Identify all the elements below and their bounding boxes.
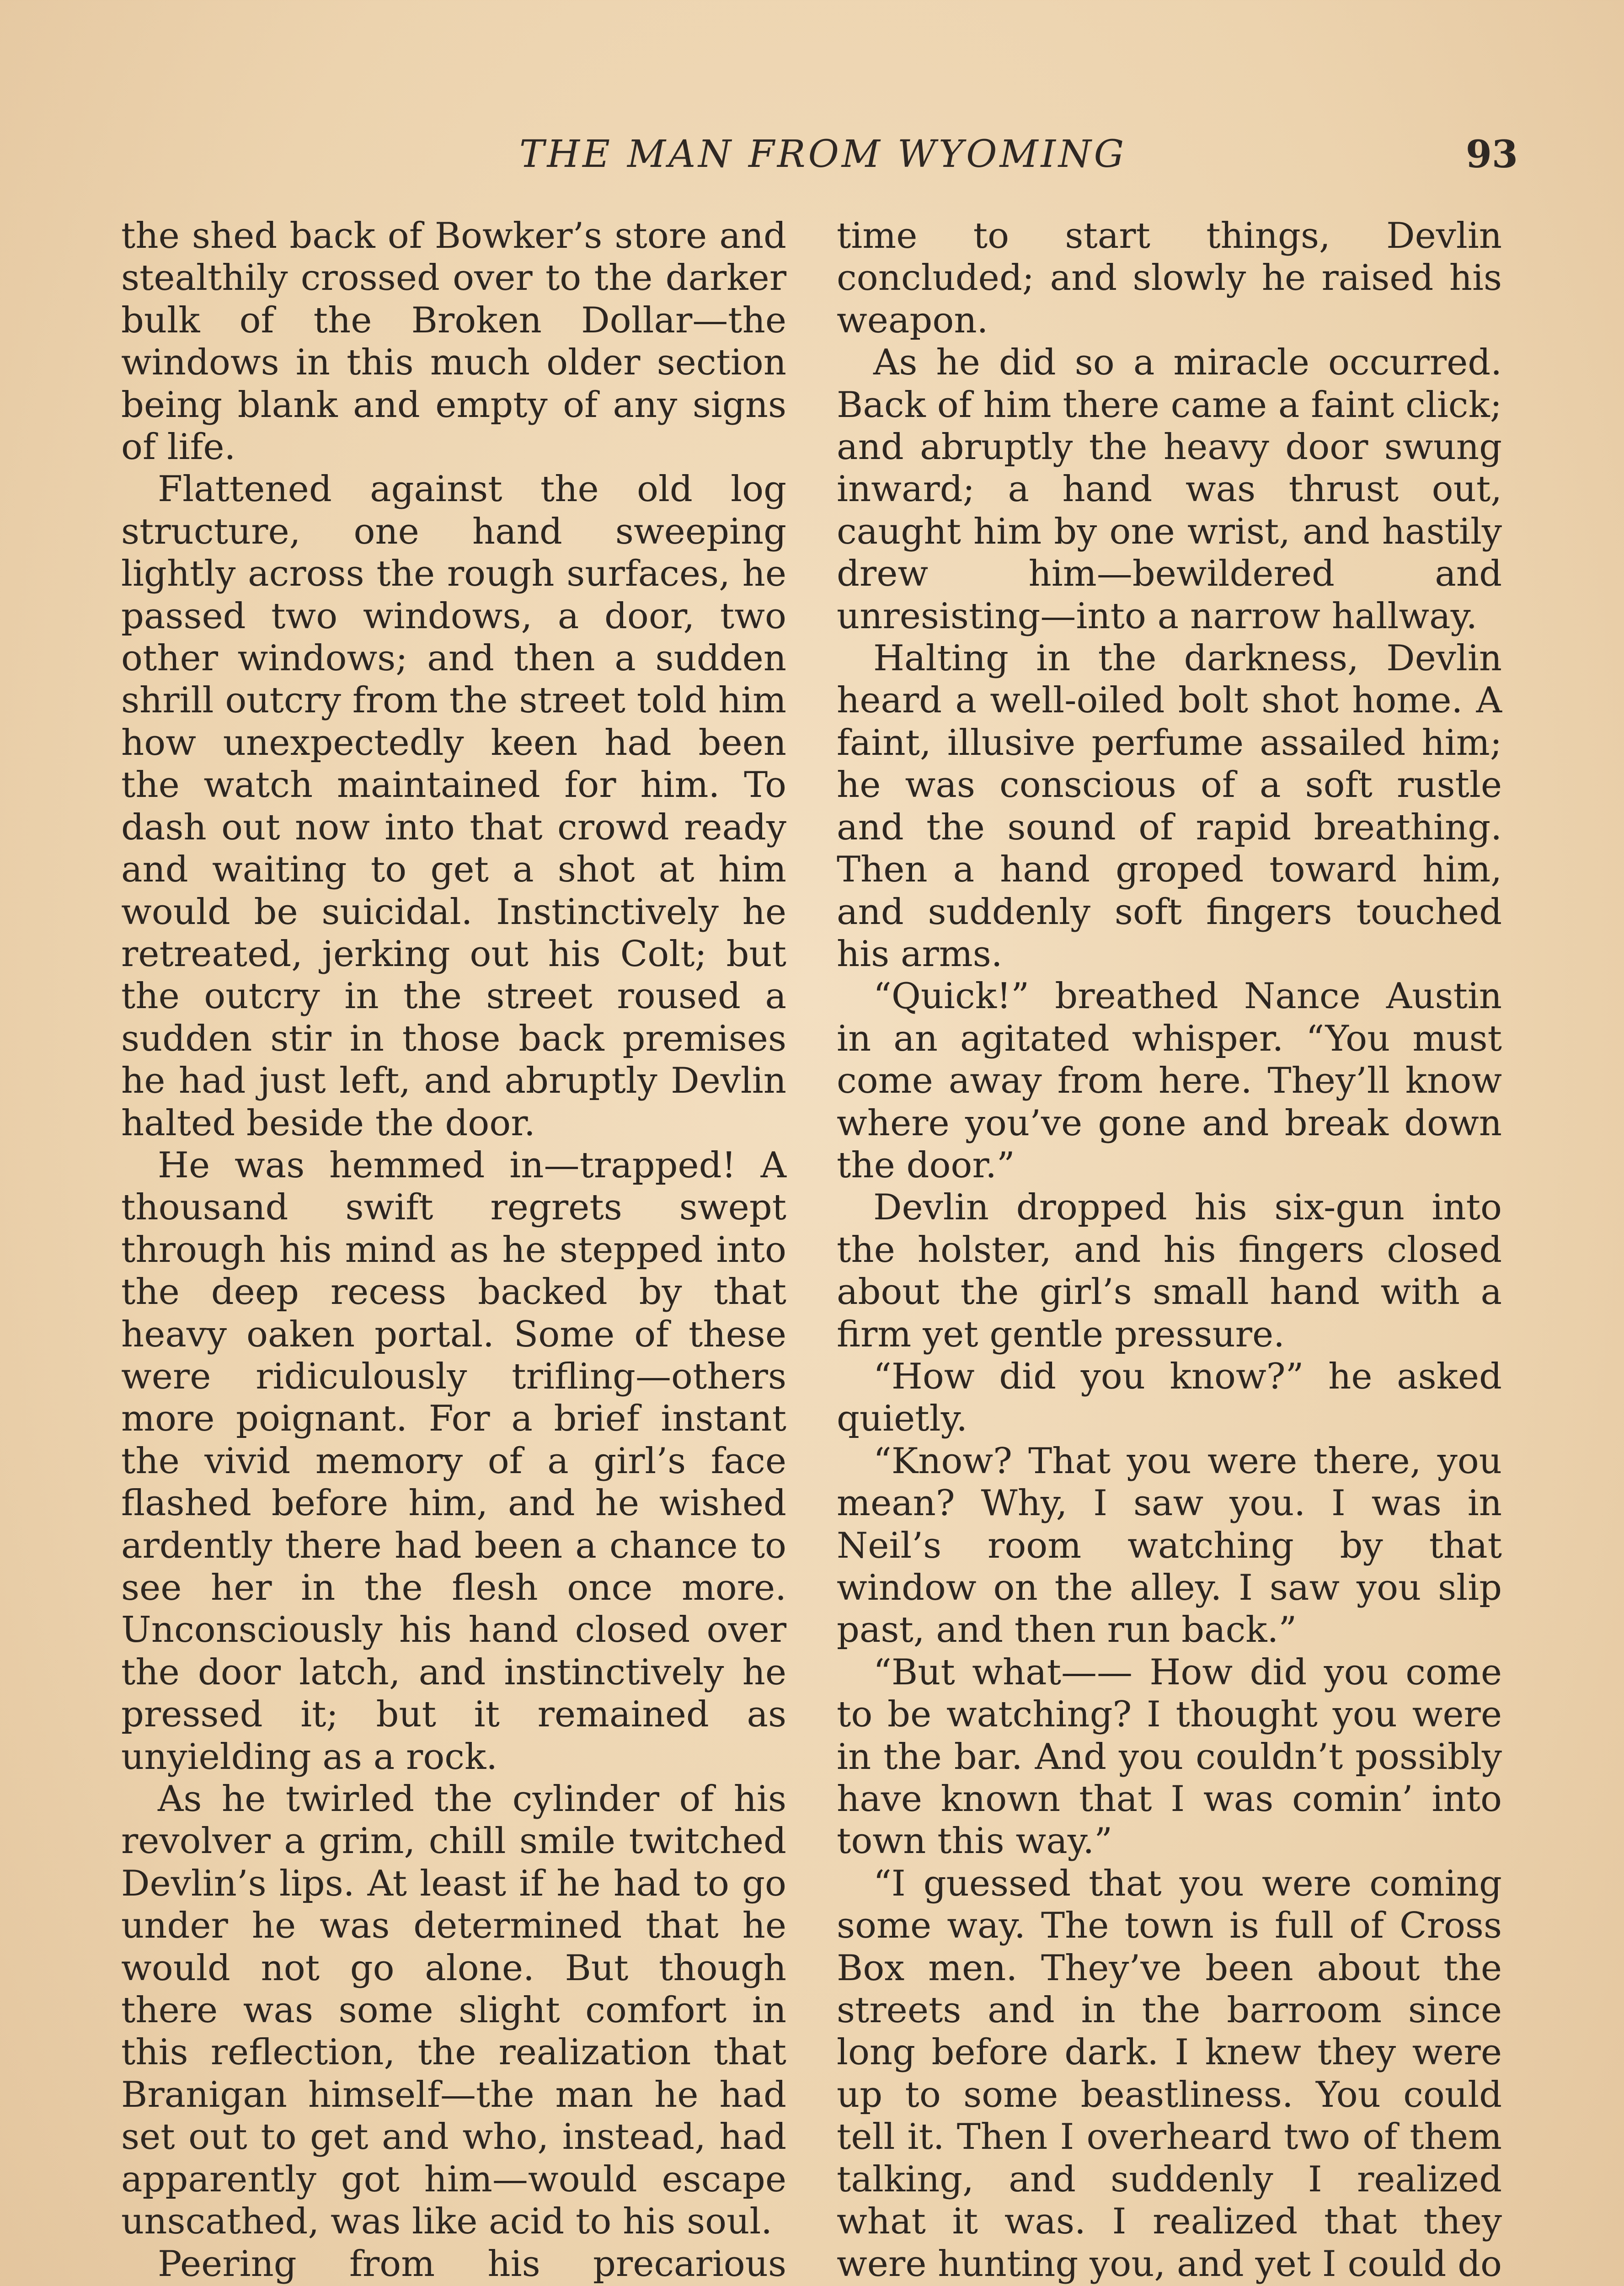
paragraph: He was hemmed in—trapped! A thousand swift regrets swept through his mind as he stepped into the deep recess backed by that heavy oaken portal. Some of these were ridiculously trifling—others more poignant. For a brief instant the vivid memory of a girl’s face flashed before him, and he wished ardently there had been a chance to see her in the flesh once more. Unconsciously his hand closed over the door latch, and instinctively he pressed it; but it remained as unyielding as a rock. <box>121 1144 786 1778</box>
paragraph: As he twirled the cylinder of his revolver a grim, chill smile twitched Devlin’s lips. At least if he had to go under he was determined that he would not go alone. But though there was some slight comfort in this reflection, the realization that Branigan himself—the man he had set out to get and who, instead, had apparently got him—would escape unscathed, was like acid to his soul. <box>121 1779 786 2243</box>
paragraph: “Know? That you were there, you mean? Why, I saw you. I was in Neil’s room watching by that window on the alley. I saw you slip past, and then run back.” <box>837 1440 1502 1651</box>
paragraph: “Quick!” breathed Nance Austin in an agitated whisper. “You must come away from here. They’ll know where you’ve gone and break down the door.” <box>837 976 1502 1186</box>
paragraph: As he did so a miracle occurred. Back of him there came a faint click; and abruptly the heavy door swung inward; a hand was thrust out, caught him by one wrist, and hastily drew him—bewildered and unresisting—into a narrow hallway. <box>837 342 1502 637</box>
paragraph: Devlin dropped his six-gun into the holster, and his fingers closed about the girl’s small hand with a firm yet gentle pressure. <box>837 1187 1502 1355</box>
left-column <box>121 215 786 2286</box>
paragraph: the shed back of Bowker’s store and stealthily crossed over to the darker bulk of the Broken Dollar—the windows in this much older section being blank and empty of any signs of life. <box>121 215 786 468</box>
paragraph: Peering from his precarious <box>158 2243 786 2285</box>
paragraph: “How did you know?” he asked quietly. <box>837 1356 1502 1440</box>
paragraph: “But what—— How did you come to be watching? I thought you were in the bar. And you couldn’t possibly have known that I was comin’ into town this way.” <box>837 1651 1502 1862</box>
page-number: 93 <box>1465 133 1518 176</box>
paragraph: time to start things, Devlin concluded; and slowly he raised his weapon. <box>837 215 1502 341</box>
paragraph: “I guessed that you were coming some way. The town is full of Cross Box men. They’ve been about the streets and in the barroom since long before dark. I knew they were up to some beastliness. You could tell it. Then I overheard two of them talking, and suddenly I realized what it was. I realized that they were hunting you, and yet I could do <box>837 1863 1502 2285</box>
right-column <box>837 215 1502 2286</box>
running-title: THE MAN FROM WYOMING <box>519 133 1127 176</box>
paragraph: Flattened against the old log structure, one hand sweeping lightly across the rough surfaces, he passed two windows, a door, two other windows; and then a sudden shrill outcry from the street told him how unexpectedly keen had been the watch maintained for him. To dash out now into that crowd ready and waiting to get a shot at him would be suicidal. Instinctively he retreated, jerking out his Colt; but the outcry in the street roused a sudden stir in those back premises he had just left, and abruptly Devlin halted beside the door. <box>121 469 786 1144</box>
paragraph: Halting in the darkness, Devlin heard a well-oiled bolt shot home. A faint, illusive perfume assailed him; he was conscious of a soft rustle and the sound of rapid breathing. Then a hand groped toward him, and suddenly soft fingers touched his arms. <box>837 638 1502 975</box>
